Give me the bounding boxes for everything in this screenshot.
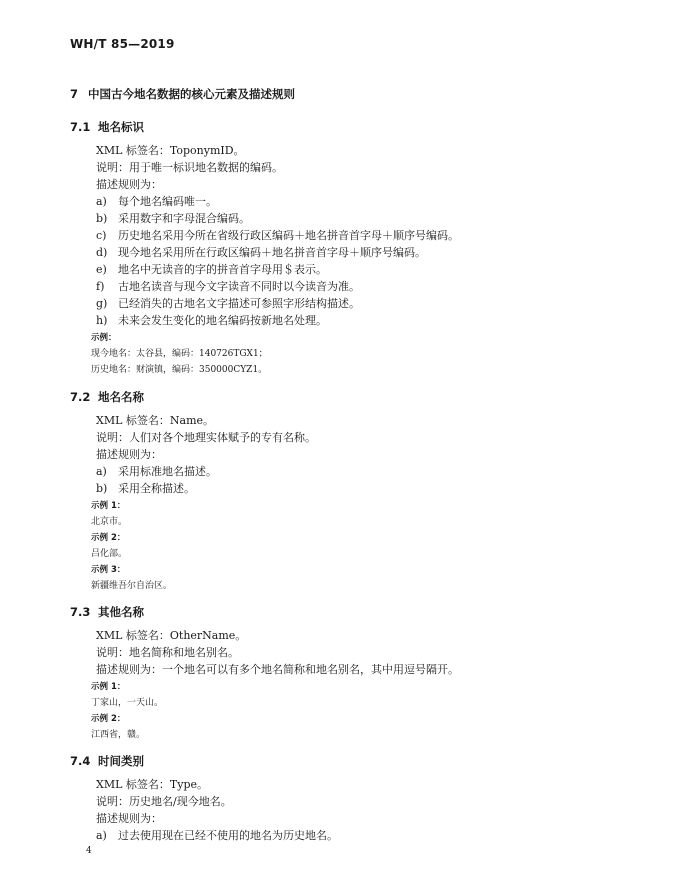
section-heading-7-3 [70,604,144,620]
list-item [96,297,360,311]
xml-tag-line: XML 标签名：Type。 [96,778,208,791]
item-label: a) [96,829,107,842]
example-label: 示例 2： [91,714,126,724]
section-title: 地名标识 [98,120,144,134]
list-item [96,314,327,328]
example-text: 现今地名：太谷县，编码：140726TGX1； [91,349,268,359]
section-number: 7.1 [70,120,91,134]
section-number: 7.4 [70,754,91,768]
description-line: 说明：用于唯一标识地名数据的编码。 [96,161,283,174]
item-text: 古地名读音与现今文字读音不同时以今读音为准。 [118,280,360,293]
example-label: 示例 2： [91,533,126,543]
item-text: 采用全称描述。 [118,482,195,495]
item-label: h) [96,314,108,327]
example-label: 示例 1： [91,682,126,692]
rule-intro: 描述规则为： [96,178,162,191]
list-item [96,482,195,496]
chapter-number: 7 [70,87,79,101]
example-label: 示例 1： [91,501,126,511]
description-line: 说明：历史地名/现今地名。 [96,795,232,808]
example-text: 丁家山，一天山。 [91,698,164,708]
list-item [96,229,459,243]
chapter-heading [70,86,295,102]
item-label: g) [96,297,108,310]
list-item [96,829,338,843]
item-label: a) [96,465,107,478]
description-line: 说明：地名简称和地名别名。 [96,646,239,659]
list-item [96,195,217,209]
xml-tag-line: XML 标签名：Name。 [96,414,215,427]
item-label: b) [96,482,108,495]
example-label: 示例： [91,333,117,343]
item-text: 每个地名编码唯一。 [118,195,217,208]
item-label: e) [96,263,107,276]
section-number: 7.3 [70,605,91,619]
list-item [96,212,250,226]
xml-tag-line: XML 标签名：OtherName。 [96,629,247,642]
list-item [96,246,426,260]
rule-intro: 描述规则为： [96,448,162,461]
item-text: 历史地名采用今所在省级行政区编码＋地名拼音首字母＋顺序号编码。 [118,229,459,242]
example-text: 江西省，赣。 [91,730,146,740]
example-text: 历史地名：财演镇，编码：350000CYZ1。 [91,365,268,375]
item-label: a) [96,195,107,208]
rule-intro: 描述规则为：一个地名可以有多个地名简称和地名别名，其中用逗号隔开。 [96,663,459,676]
example-text: 吕化部。 [91,549,128,559]
standard-number-header: WH/T 85—2019 [70,37,175,51]
section-title: 时间类别 [98,754,144,768]
rule-intro: 描述规则为： [96,812,162,825]
item-label: d) [96,246,108,259]
item-text: 采用数字和字母混合编码。 [118,212,250,225]
item-text: 现今地名采用所在行政区编码＋地名拼音首字母＋顺序号编码。 [118,246,426,259]
example-label: 示例 3： [91,565,126,575]
example-text: 新疆维吾尔自治区。 [91,581,173,591]
section-title: 其他名称 [98,605,144,619]
item-text: 已经消失的古地名文字描述可参照字形结构描述。 [118,297,360,310]
list-item [96,280,360,294]
section-heading-7-4 [70,753,144,769]
item-label: b) [96,212,108,225]
section-heading-7-1 [70,119,144,135]
example-text: 北京市。 [91,517,128,527]
description-line: 说明：人们对各个地理实体赋予的专有名称。 [96,431,316,444]
xml-tag-line: XML 标签名：ToponymID。 [96,144,245,157]
section-number: 7.2 [70,390,91,404]
list-item [96,263,327,277]
item-text: 地名中无读音的字的拼音首字母用＄表示。 [118,263,327,276]
item-text: 未来会发生变化的地名编码按新地名处理。 [118,314,327,327]
page-number: 4 [86,846,92,856]
section-title: 地名名称 [98,390,144,404]
item-label: c) [96,229,107,242]
chapter-title: 中国古今地名数据的核心元素及描述规则 [88,87,295,101]
item-label: f) [96,280,105,293]
item-text: 采用标准地名描述。 [118,465,217,478]
item-text: 过去使用现在已经不使用的地名为历史地名。 [118,829,338,842]
list-item [96,465,217,479]
section-heading-7-2 [70,389,144,405]
